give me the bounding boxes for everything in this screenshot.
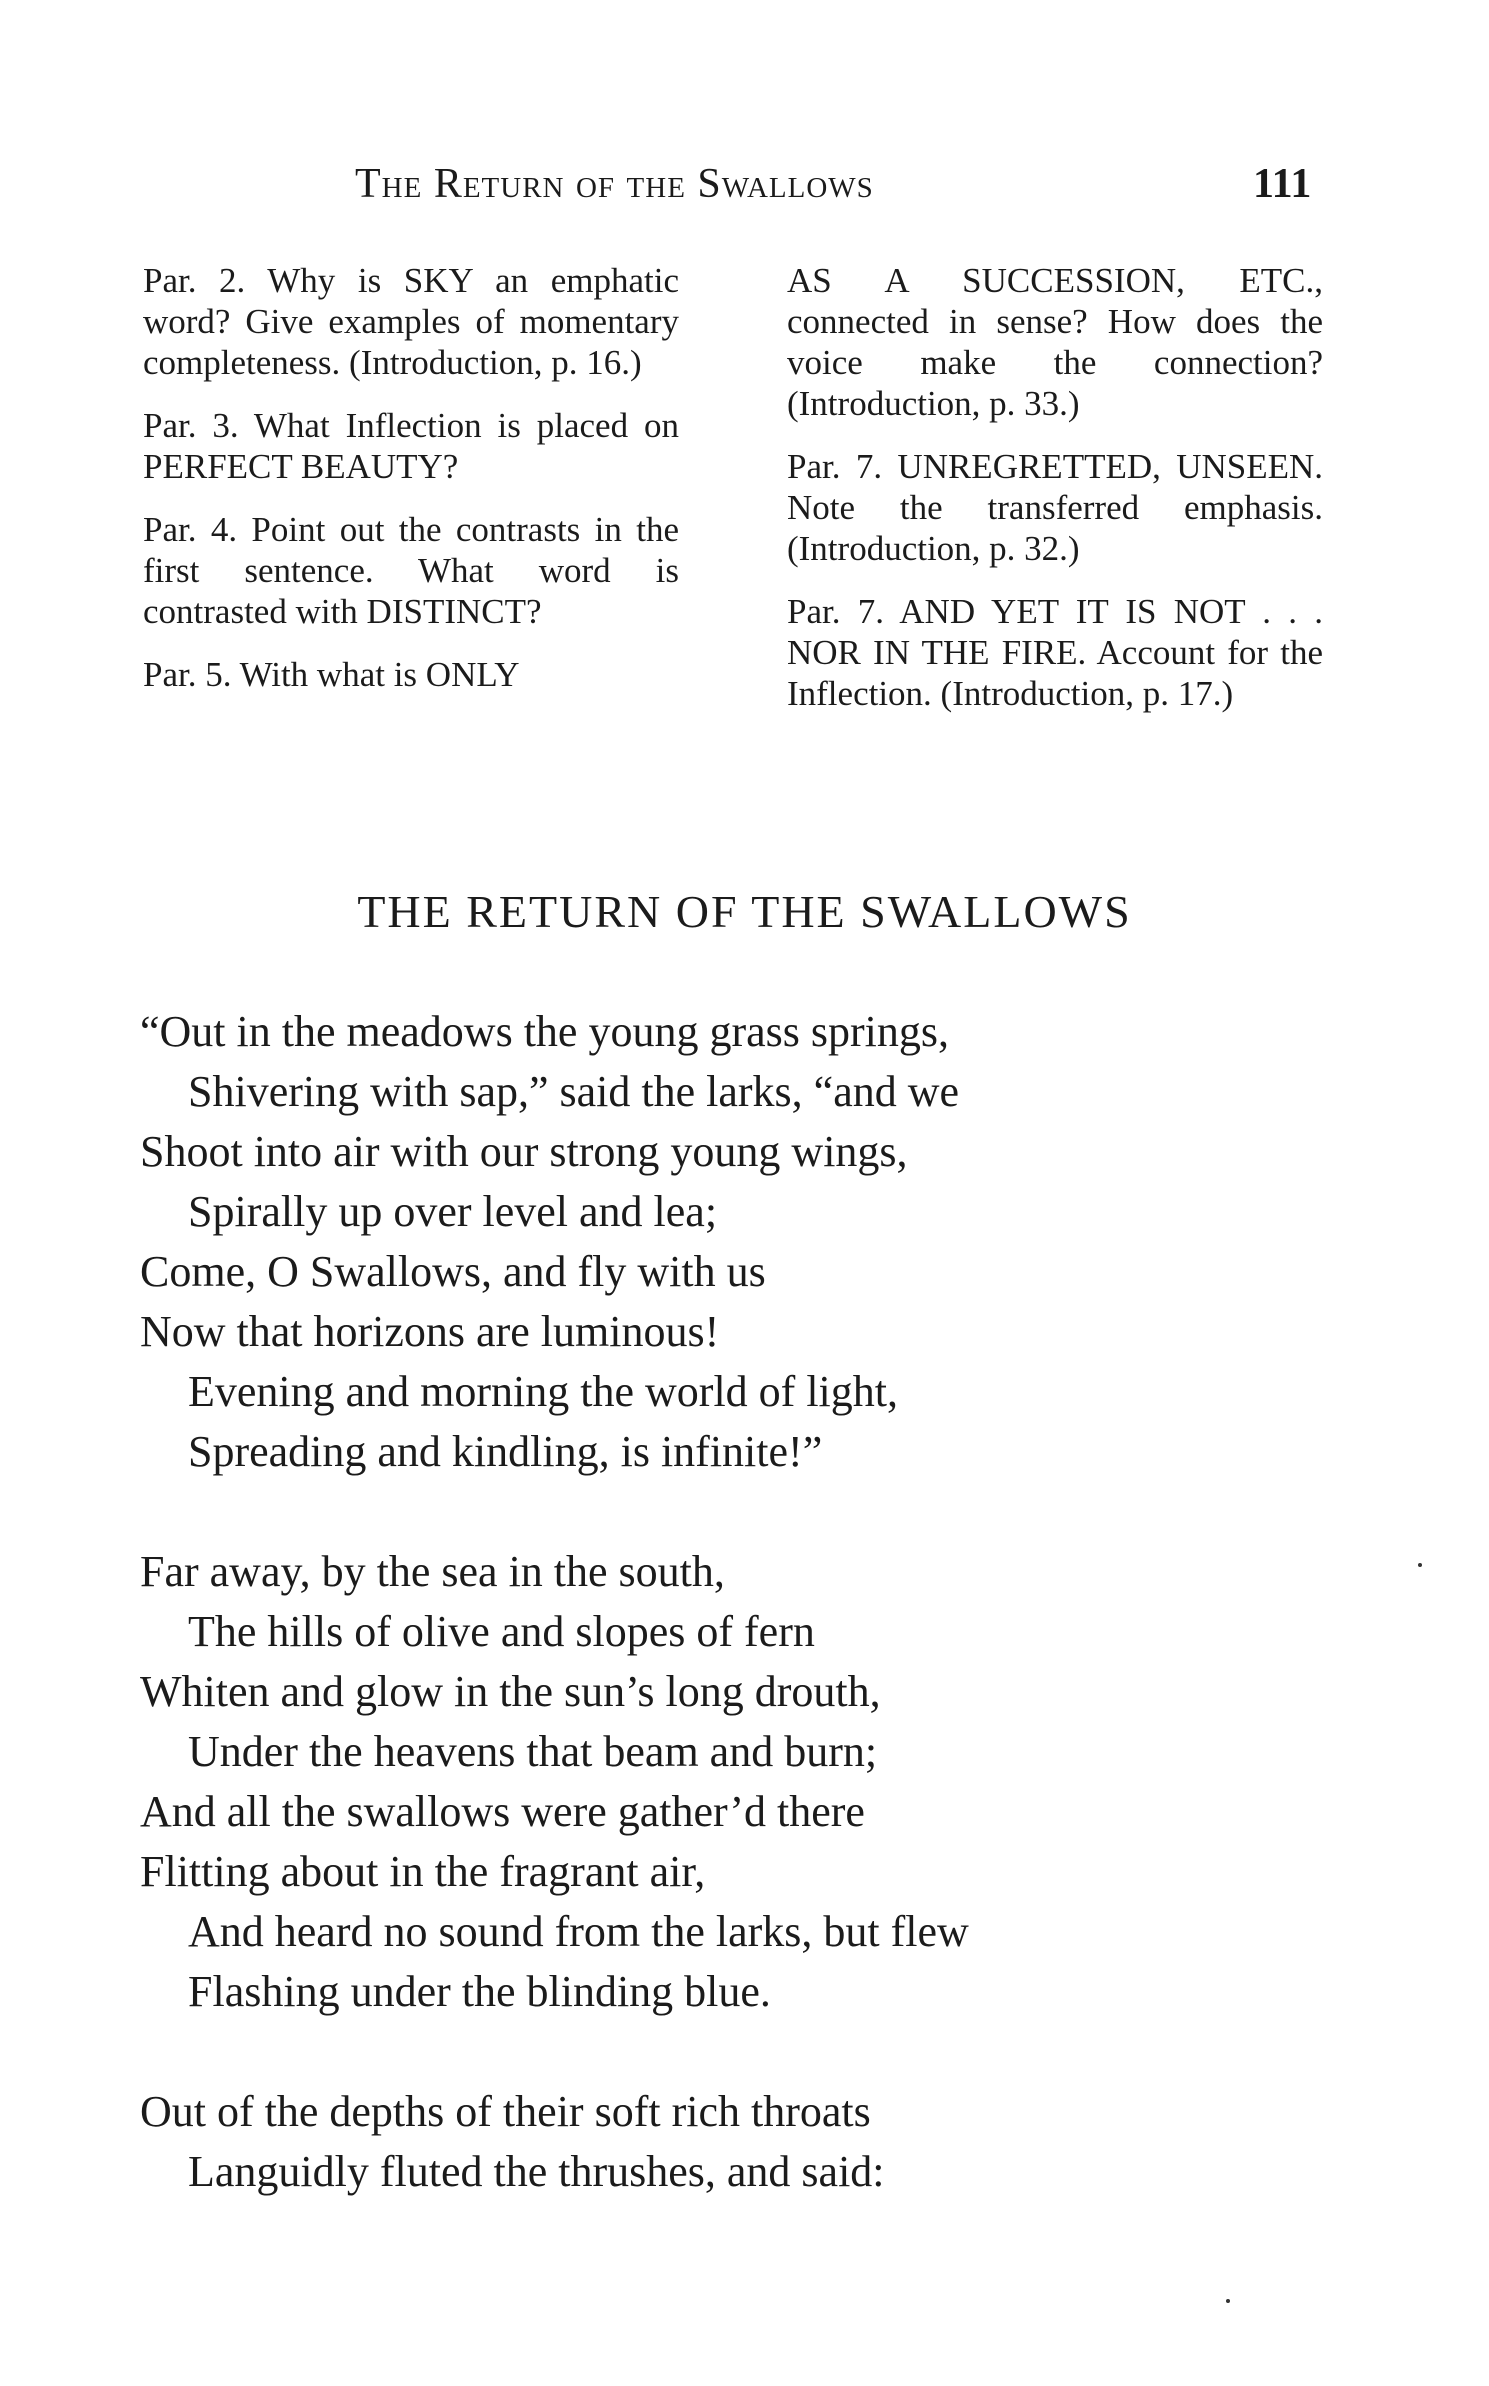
poem-line: Now that horizons are luminous!: [140, 1307, 720, 1356]
page-number: 111: [1253, 161, 1312, 207]
note-par-7-and-yet: Par. 7. AND YET IT IS NOT . . . NOR IN THE FIRE. Account for the Inflection. (Introduction, p. 17.): [787, 592, 1323, 713]
note-par-4: Par. 4. Point out the contrasts in the first sentence. What word is contrasted with DISTINCT?: [143, 510, 679, 631]
poem-line: Far away, by the sea in the south,: [140, 1547, 725, 1596]
stanza-1: [140, 1002, 1360, 1482]
notes-left-column: [143, 260, 679, 736]
stanza-2: [140, 1542, 1360, 2022]
poem-line: Flitting about in the fragrant air,: [140, 1847, 706, 1896]
page-header: [0, 160, 1489, 220]
study-notes: [143, 260, 1323, 736]
poem-line: Shoot into air with our strong young wings,: [140, 1127, 908, 1176]
poem-line: Shivering with sap,” said the larks, “and we: [188, 1067, 960, 1116]
poem-line: Under the heavens that beam and burn;: [188, 1727, 878, 1776]
running-head-text: The Return of the Swallows: [355, 161, 874, 207]
poem: [140, 1002, 1360, 2262]
note-par-5-continued: AS A SUCCESSION, ETC., connected in sense? How does the voice make the connection? (Introduction, p. 33.): [787, 261, 1323, 423]
poem-line: “Out in the meadows the young grass springs,: [140, 1007, 949, 1056]
note-par-3: Par. 3. What Inflection is placed on PERFECT BEAUTY?: [143, 406, 679, 486]
poem-line: Spreading and kindling, is infinite!”: [188, 1427, 823, 1476]
scan-speck: [1226, 2299, 1230, 2303]
note-par-7-unregretted: Par. 7. UNREGRETTED, UNSEEN. Note the transferred emphasis. (Introduction, p. 32.): [787, 447, 1323, 568]
poem-line: Come, O Swallows, and fly with us: [140, 1247, 766, 1296]
stanza-3: [140, 2082, 1360, 2202]
notes-right-column: [787, 260, 1323, 736]
running-head: [355, 160, 874, 208]
poem-line: Spirally up over level and lea;: [188, 1187, 718, 1236]
note-par-2: Par. 2. Why is SKY an emphatic word? Give examples of momentary completeness. (Introduction, p. 16.): [143, 261, 679, 382]
poem-line: Evening and morning the world of light,: [188, 1367, 898, 1416]
poem-line: And all the swallows were gather’d there: [140, 1787, 865, 1836]
poem-line: Out of the depths of their soft rich throats: [140, 2087, 871, 2136]
poem-line: The hills of olive and slopes of fern: [188, 1607, 815, 1656]
scan-speck: [1418, 1563, 1422, 1567]
poem-title: THE RETURN OF THE SWALLOWS: [357, 886, 1132, 937]
note-par-5: Par. 5. With what is ONLY: [143, 655, 520, 694]
poem-line: And heard no sound from the larks, but flew: [188, 1907, 969, 1956]
poem-line: Whiten and glow in the sun’s long drouth,: [140, 1667, 881, 1716]
poem-line: Flashing under the blinding blue.: [188, 1967, 771, 2016]
poem-line: Languidly fluted the thrushes, and said:: [188, 2147, 885, 2196]
